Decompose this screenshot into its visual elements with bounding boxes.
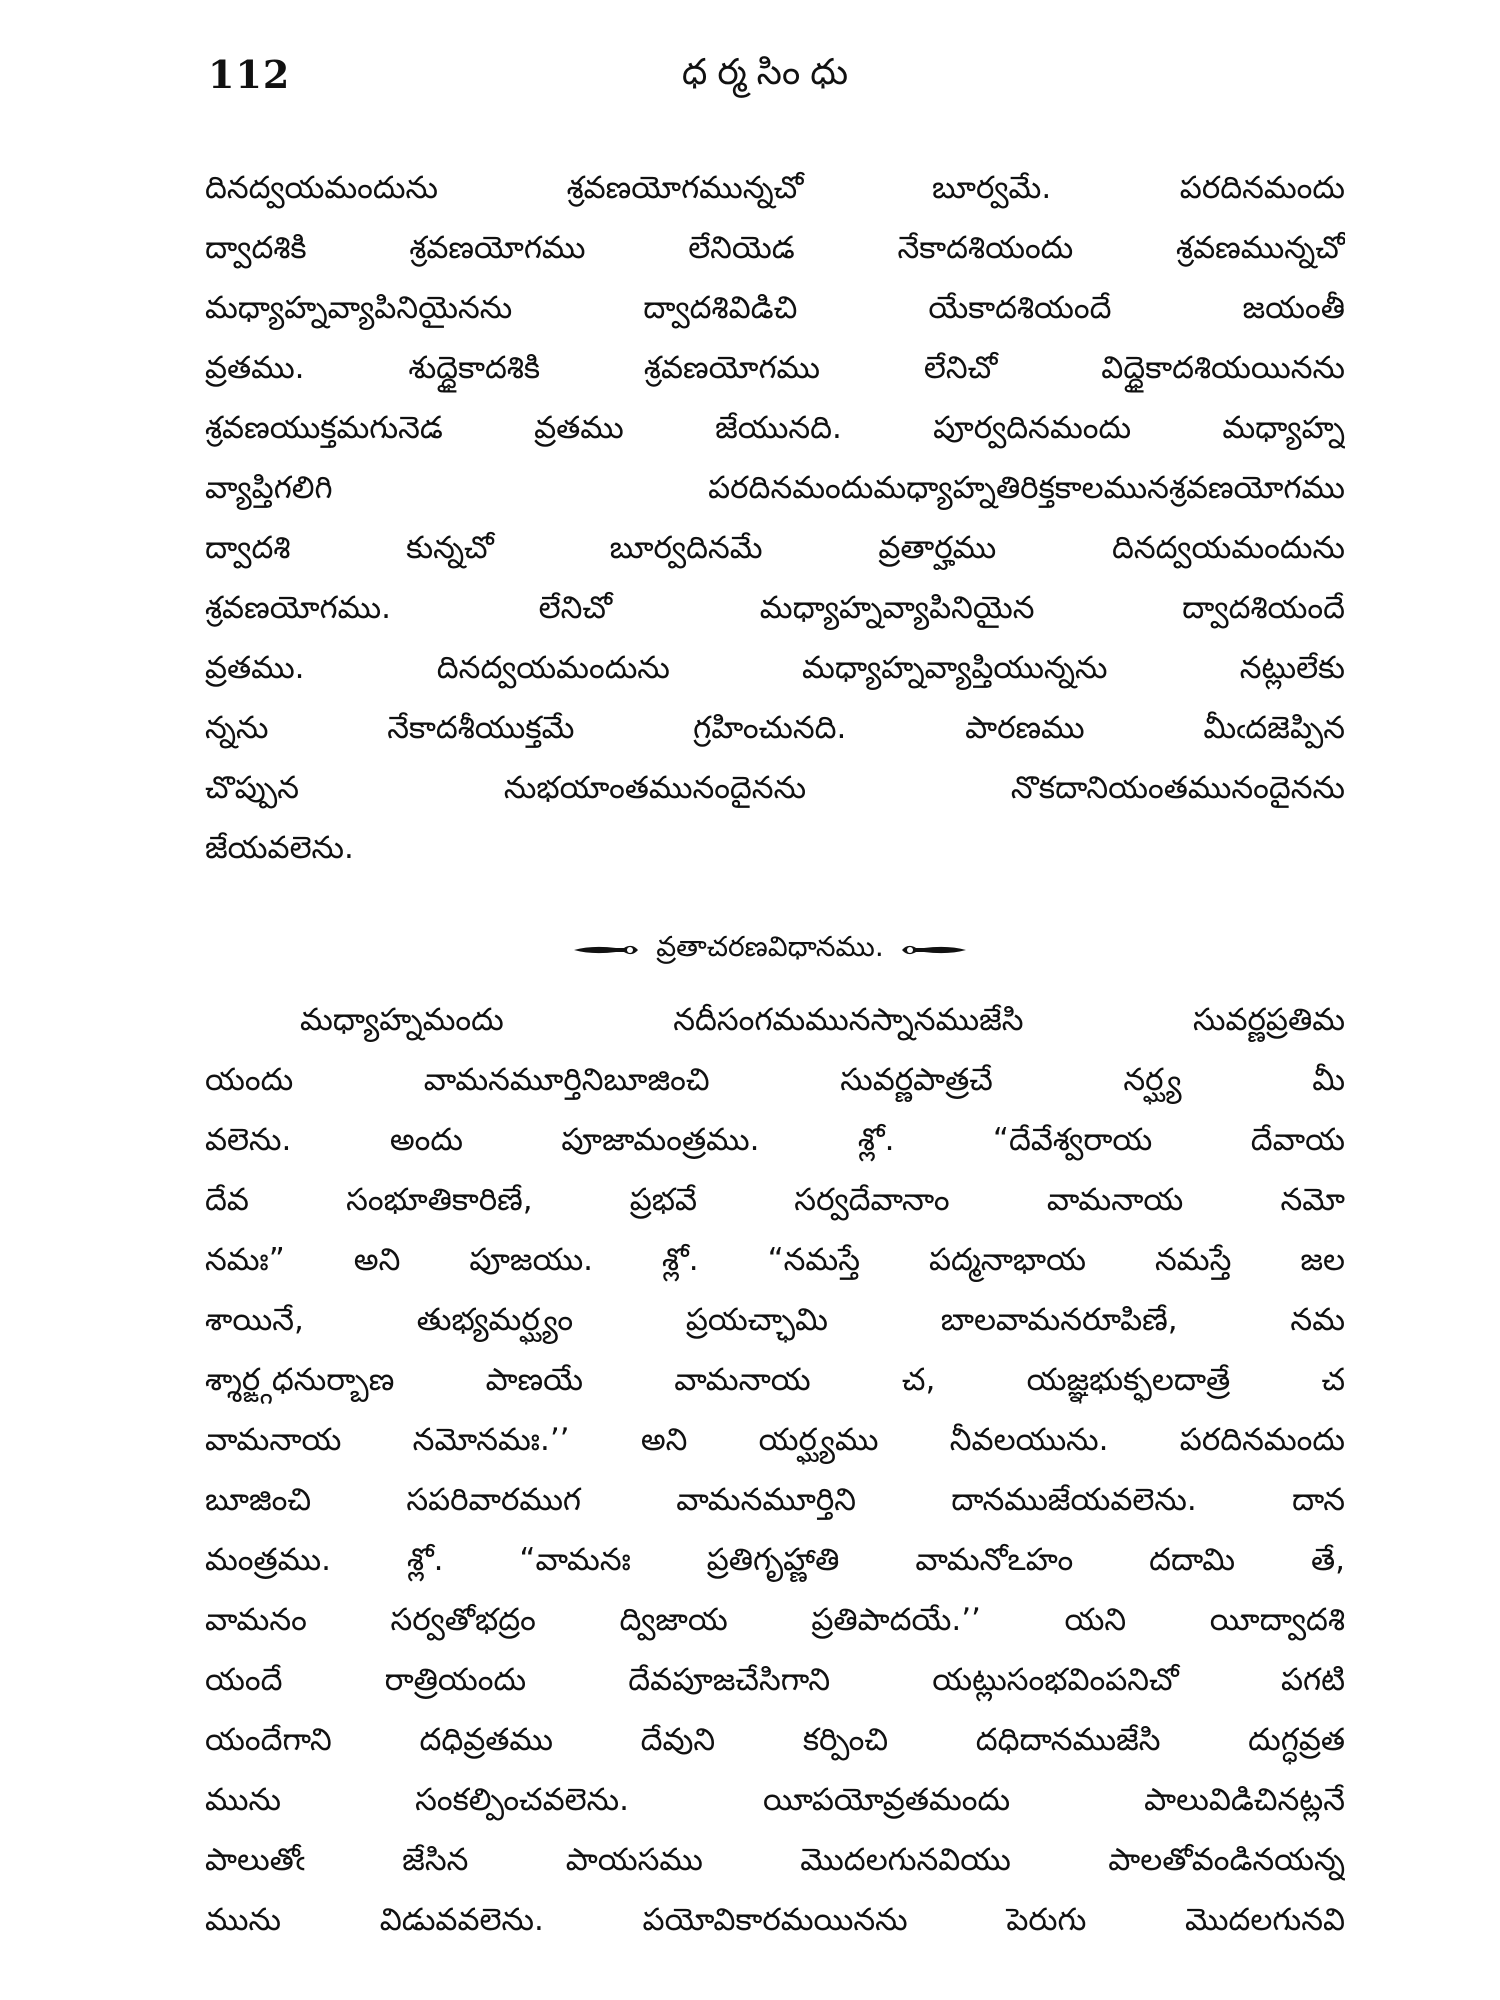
text-line: మధ్యాహ్నవ్యాపినియైనను ద్వాదశివిడిచి యేకాదశియందే జయంతీ (205, 290, 1345, 326)
text-line: యందు వామనమూర్తినిబూజించి సువర్ణపాత్రచే నర్ఘ్య మీ (205, 1062, 1345, 1098)
text-line: మధ్యాహ్నమందు నదీసంగమమునస్నానముజేసి సువర్ణప్రతిమ (300, 1002, 1345, 1038)
text-line: నమః” అని పూజయు. శ్లో. “నమస్తే పద్మనాభాయ నమస్తే జల (205, 1242, 1345, 1278)
text-line: మును సంకల్పించవలెను. యీపయోవ్రతమందు పాలువిడిచినట్లనే (205, 1782, 1345, 1818)
text-line: వామనాయ నమోనమః.’’ అని యర్ఘ్యము నీవలయును. పరదినమందు (205, 1422, 1345, 1458)
text-line: యందే రాత్రియందు దేవపూజచేసిగాని యట్లుసంభవింపనిచో పగటి (205, 1662, 1345, 1698)
text-line: మంత్రము. శ్లో. “వామనః ప్రతిగృహ్ణాతి వామనోఽహం దదామి తే, (205, 1542, 1345, 1578)
text-line: బూజించి సపరివారముగ వామనమూర్తిని దానముజేయవలెను. దాన (205, 1482, 1345, 1518)
running-title: ధర్మసింధు (681, 52, 859, 93)
text-line: న్నను నేకాదశీయుక్తమే గ్రహించునది. పారణము మీఁదజెప్పిన (205, 710, 1345, 746)
text-line: యందేగాని దధివ్రతము దేవుని కర్పించి దధిదానముజేసి దుగ్ధవ్రత (205, 1722, 1345, 1758)
text-line: వ్రతము. దినద్వయమందును మధ్యాహ్నవ్యాప్తియున్నను నట్లులేకు (205, 650, 1345, 686)
text-line: వలెను. అందు పూజామంత్రము. శ్లో. “దేవేశ్వరాయ దేవాయ (205, 1122, 1345, 1158)
text-line: శ్రవణయుక్తమగునెడ వ్రతము జేయునది. పూర్వదినమందు మధ్యాహ్న (205, 410, 1345, 446)
text-line: జేయవలెను. (205, 830, 354, 866)
section-heading (530, 925, 1010, 975)
page-number: 112 (208, 52, 291, 97)
section-heading-text: వ్రతాచరణవిధానము. (656, 930, 884, 963)
text-line: శ్రవణయోగము. లేనిచో మధ్యాహ్నవ్యాపినియైన ద్వాదశియందే (205, 590, 1345, 626)
text-line: చొప్పున నుభయాంతమునందైనను నొకదానియంతమునందైనను (205, 770, 1345, 806)
text-line: దేవ సంభూతికారిణే, ప్రభవే సర్వదేవానాం వామనాయ నమో (205, 1182, 1345, 1218)
text-line: శాయినే, తుభ్యమర్ఘ్యం ప్రయచ్ఛామి బాలవామనరూపిణే, నమ (205, 1302, 1345, 1338)
text-line: ద్వాదశి కున్నచో బూర్వదినమే వ్రతార్హము దినద్వయమందును (205, 530, 1345, 566)
text-line: మును విడువవలెను. పయోవికారమయినను పెరుగు మొదలగునవి (205, 1902, 1345, 1938)
paragraph-bottom (205, 990, 1345, 1950)
text-line: వామనం సర్వతోభద్రం ద్విజాయ ప్రతిపాదయే.’’ యని యీద్వాదశి (205, 1602, 1345, 1638)
text-line: దినద్వయమందును శ్రవణయోగమున్నచో బూర్వమే. పరదినమందు (205, 170, 1345, 206)
text-line: వ్రతము. శుద్ధైకాదశికి శ్రవణయోగము లేనిచో విద్ధైకాదశియయినను (205, 350, 1345, 386)
left-ornament-icon (572, 939, 642, 961)
text-line: పాలుతోఁ జేసిన పాయసము మొదలగునవియు పాలతోవండినయన్న (205, 1842, 1345, 1878)
text-line: వ్యాప్తిగలిగి పరదినమందుమధ్యాహ్నతిరిక్తకాలమునశ్రవణయోగము (205, 470, 1345, 506)
right-ornament-icon (898, 939, 968, 961)
paragraph-top (205, 158, 1345, 878)
text-line: శ్శార్ఙ్గధనుర్బాణ పాణయే వామనాయ చ, యజ్ఞభుక్ఫలదాత్రే చ (205, 1362, 1345, 1398)
text-line: ద్వాదశికి శ్రవణయోగము లేనియెడ నేకాదశియందు శ్రవణమున్నచో (205, 230, 1345, 266)
